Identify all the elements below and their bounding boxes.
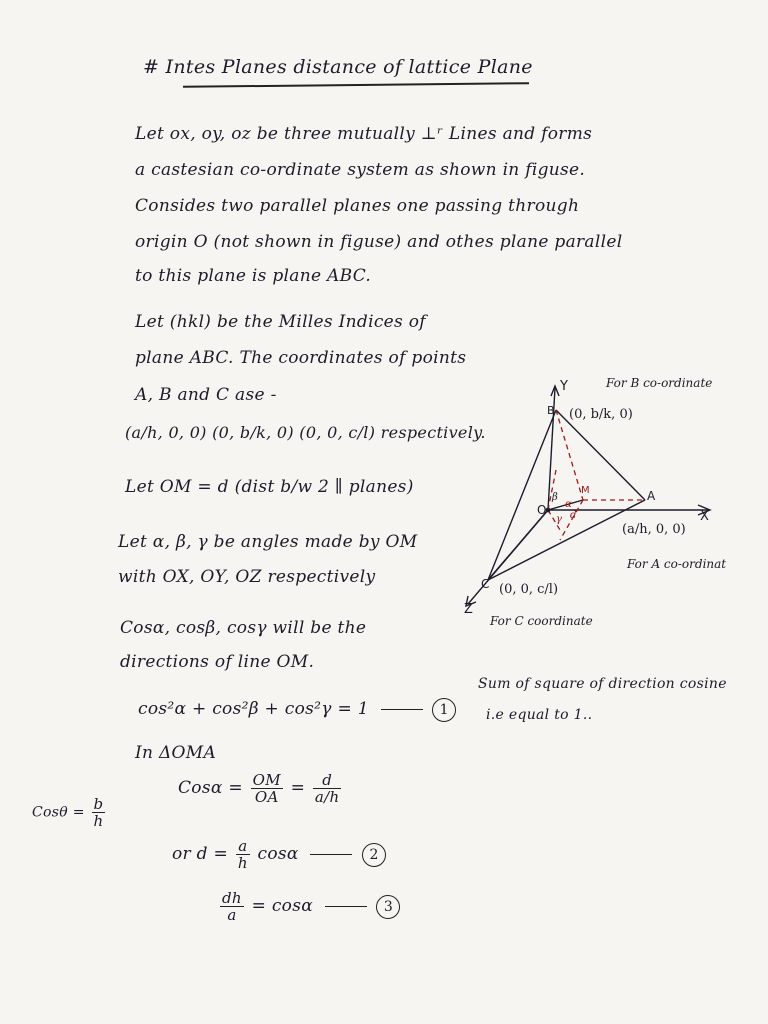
edge-c-a: [488, 500, 645, 580]
page-title: # Intes Planes distance of lattice Plane: [143, 56, 533, 78]
z-axis-label: Z: [464, 602, 473, 617]
y-axis-label: Y: [560, 379, 568, 394]
om-line: Let OM = d (dist b/w 2 ∥ planes): [125, 477, 414, 497]
eq-cos-lhs: Cosα =: [178, 778, 243, 798]
oa-text: OA: [254, 788, 279, 806]
a-text-2: a: [227, 906, 237, 924]
equation-3-number: 3: [376, 895, 400, 919]
edge-b-c: [488, 410, 556, 580]
point-a-label: A: [647, 489, 656, 503]
coords-line: (a/h, 0, 0) (0, b/k, 0) (0, 0, c/l) respectively.: [125, 423, 486, 442]
eq-sign: =: [290, 778, 306, 798]
equation-1-number: 1: [432, 698, 456, 722]
para1-line3: Consides two parallel planes one passing through: [135, 196, 580, 216]
dh-text: dh: [222, 889, 242, 907]
eq1-note-line2: i.e equal to 1..: [486, 707, 593, 723]
point-c-label: C: [481, 577, 490, 591]
para2-line2: plane ABC. The coordinates of points: [135, 348, 467, 368]
margin-h: h: [93, 812, 104, 830]
margin-cos-lhs: Cosθ =: [32, 804, 85, 821]
para1-line5: to this plane is plane ABC.: [135, 266, 372, 286]
a-text: a: [236, 838, 250, 855]
a-coordinate: (a/h, 0, 0): [622, 522, 686, 537]
eq1-note-line1: Sum of square of direction cosine: [478, 676, 727, 692]
note-b-coordinate: For B co-ordinate: [606, 376, 713, 390]
gamma-angle-label: γ: [556, 514, 562, 525]
in-triangle-doma: In ΔOMA: [135, 743, 217, 763]
note-c-coordinate: For C coordinate: [490, 614, 593, 628]
eq3-rhs: = cosα: [251, 896, 314, 916]
edge-o-c: [488, 510, 548, 580]
cos-line2: directions of line OM.: [120, 652, 315, 672]
equation-2-number: 2: [362, 843, 386, 867]
b-coordinate: (0, b/k, 0): [569, 407, 633, 422]
margin-b: b: [92, 796, 106, 813]
point-b-label: B: [547, 404, 555, 417]
c-coordinate: (0, 0, c/l): [499, 582, 559, 597]
point-o-label: O: [537, 503, 547, 517]
equation-1-text: cos²α + cos²β + cos²γ = 1: [138, 699, 369, 719]
h-text: h: [237, 854, 248, 872]
para1-line1: Let ox, oy, oz be three mutually ⊥ʳ Lines and forms: [135, 124, 593, 144]
para1-line4: origin O (not shown in figuse) and othes plane parallel: [135, 232, 623, 252]
para2-line3: A, B and C ase -: [135, 385, 277, 405]
beta-angle-label: β: [552, 492, 558, 503]
angles-line2: with OX, OY, OZ respectively: [118, 567, 376, 587]
cos-alpha-text: cosα: [257, 844, 299, 864]
a-over-h-text: a/h: [314, 788, 340, 806]
para2-line1: Let (hkl) be the Milles Indices of: [135, 312, 426, 332]
para1-line2: a castesian co-ordinate system as shown in figuse.: [135, 160, 586, 180]
angles-line1: Let α, β, γ be angles made by OM: [118, 532, 418, 552]
d-text: d: [313, 772, 342, 789]
note-a-coordinate: For A co-ordinat: [627, 557, 727, 571]
distance-d-label: d: [570, 510, 577, 521]
om-text: OM: [252, 771, 281, 789]
x-axis-label: X: [700, 509, 709, 524]
cos-line1: Cosα, cosβ, cosγ will be the: [120, 618, 367, 638]
alpha-angle-label: α: [565, 499, 572, 510]
point-m-label: M: [581, 485, 590, 496]
eq2-lhs: or d =: [172, 844, 229, 864]
